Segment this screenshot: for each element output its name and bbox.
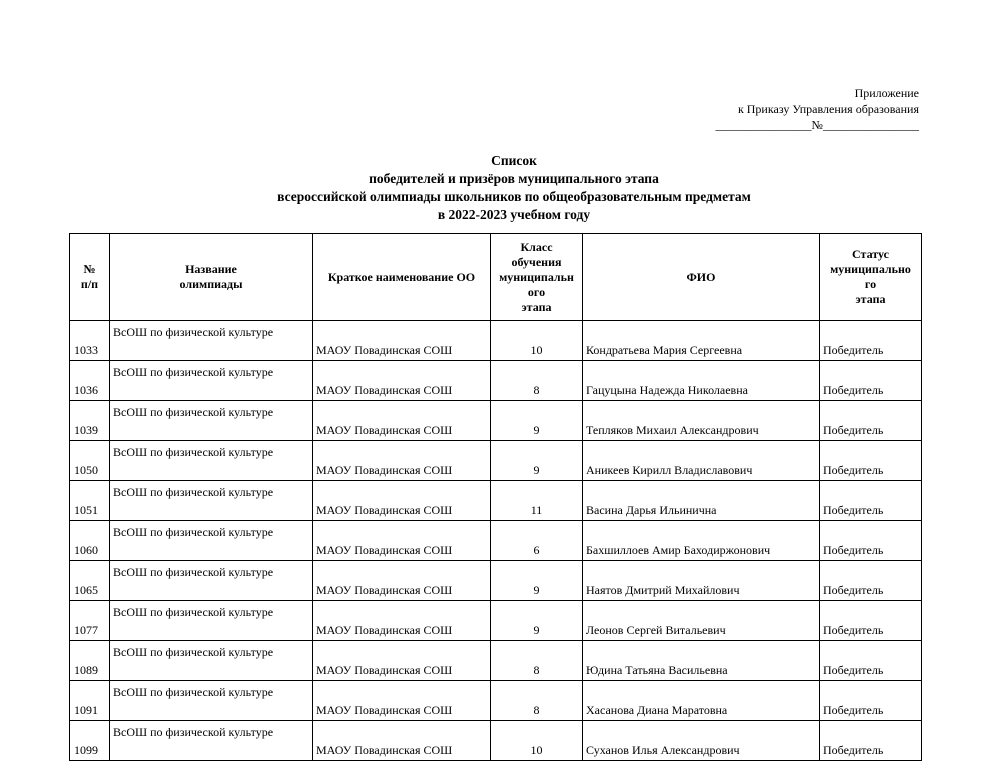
cell-olympiad: ВсОШ по физической культуре: [110, 401, 313, 441]
cell-status: Победитель: [820, 401, 922, 441]
cell-status: Победитель: [820, 641, 922, 681]
cell-name: Кондратьева Мария Сергеевна: [583, 321, 820, 361]
cell-school: МАОУ Повадинская СОШ: [313, 481, 491, 521]
title-line-3: всероссийской олимпиады школьников по общеобразовательным предметам: [277, 189, 751, 204]
table-row: [70, 641, 922, 681]
header-name: [583, 234, 820, 321]
cell-school: МАОУ Повадинская СОШ: [313, 561, 491, 601]
cell-num: 1039: [70, 401, 110, 441]
cell-num: 1036: [70, 361, 110, 401]
cell-status: Победитель: [820, 441, 922, 481]
header-line: Краткое наименование ОО: [327, 269, 476, 284]
cell-school: МАОУ Повадинская СОШ: [313, 721, 491, 761]
cell-olympiad: ВсОШ по физической культуре: [110, 361, 313, 401]
cell-status: Победитель: [820, 681, 922, 721]
cell-grade: 10: [491, 321, 583, 361]
cell-school: МАОУ Повадинская СОШ: [313, 401, 491, 441]
appendix-line-2: к Приказу Управления образования: [737, 102, 919, 116]
cell-grade: 8: [491, 681, 583, 721]
table-row: [70, 441, 922, 481]
table-row: [70, 681, 922, 721]
title-line-4: в 2022-2023 учебном году: [437, 207, 591, 222]
header-line: ого: [527, 284, 546, 299]
cell-school: МАОУ Повадинская СОШ: [313, 641, 491, 681]
table-row: [70, 321, 922, 361]
cell-school: МАОУ Повадинская СОШ: [313, 441, 491, 481]
appendix-block: [716, 85, 919, 133]
cell-num: 1065: [70, 561, 110, 601]
header-line: муниципальн: [499, 269, 574, 284]
cell-num: 1033: [70, 321, 110, 361]
cell-name: Бахшиллоев Амир Баходиржонович: [583, 521, 820, 561]
cell-name: Леонов Сергей Витальевич: [583, 601, 820, 641]
header-olympiad: [110, 234, 313, 321]
cell-grade: 9: [491, 601, 583, 641]
header-line: №: [83, 262, 96, 276]
header-line: Класс: [520, 239, 553, 254]
header-line: этапа: [521, 299, 552, 314]
cell-school: МАОУ Повадинская СОШ: [313, 681, 491, 721]
cell-num: 1089: [70, 641, 110, 681]
header-line: муниципально: [830, 262, 911, 276]
cell-status: Победитель: [820, 721, 922, 761]
cell-name: Аникеев Кирилл Владиславович: [583, 441, 820, 481]
header-line: обучения: [511, 254, 562, 269]
header-line: Название: [185, 262, 237, 276]
cell-school: МАОУ Повадинская СОШ: [313, 321, 491, 361]
cell-name: Васина Дарья Ильинична: [583, 481, 820, 521]
header-line: ФИО: [686, 269, 716, 284]
cell-olympiad: ВсОШ по физической культуре: [110, 721, 313, 761]
appendix-line-1: Приложение: [854, 86, 919, 100]
cell-status: Победитель: [820, 521, 922, 561]
title-line-2: победителей и призёров муниципального этапа: [369, 171, 659, 186]
document-title: [0, 152, 1000, 224]
cell-status: Победитель: [820, 481, 922, 521]
header-line: олимпиады: [179, 277, 243, 291]
cell-num: 1051: [70, 481, 110, 521]
cell-olympiad: ВсОШ по физической культуре: [110, 521, 313, 561]
header-line: этапа: [855, 292, 886, 306]
table-row: [70, 721, 922, 761]
cell-status: Победитель: [820, 561, 922, 601]
header-line: Статус: [852, 247, 889, 261]
cell-num: 1077: [70, 601, 110, 641]
cell-olympiad: ВсОШ по физической культуре: [110, 641, 313, 681]
cell-olympiad: ВсОШ по физической культуре: [110, 441, 313, 481]
cell-olympiad: ВсОШ по физической культуре: [110, 561, 313, 601]
cell-num: 1060: [70, 521, 110, 561]
cell-num: 1099: [70, 721, 110, 761]
cell-olympiad: ВсОШ по физической культуре: [110, 321, 313, 361]
cell-grade: 8: [491, 361, 583, 401]
cell-name: Юдина Татьяна Васильевна: [583, 641, 820, 681]
cell-grade: 9: [491, 561, 583, 601]
cell-olympiad: ВсОШ по физической культуре: [110, 481, 313, 521]
table-row: [70, 481, 922, 521]
table-header-row: [70, 234, 922, 321]
cell-grade: 9: [491, 401, 583, 441]
cell-grade: 10: [491, 721, 583, 761]
cell-num: 1050: [70, 441, 110, 481]
header-num: [70, 234, 110, 321]
header-line: го: [864, 277, 877, 291]
cell-school: МАОУ Повадинская СОШ: [313, 601, 491, 641]
header-line: п/п: [80, 277, 99, 291]
header-status: [820, 234, 922, 321]
header-grade: [491, 234, 583, 321]
cell-grade: 6: [491, 521, 583, 561]
cell-grade: 11: [491, 481, 583, 521]
table-row: [70, 601, 922, 641]
appendix-line-3: ________________№________________: [715, 118, 919, 132]
table-row: [70, 521, 922, 561]
winners-table: [69, 233, 922, 761]
cell-olympiad: ВсОШ по физической культуре: [110, 681, 313, 721]
cell-num: 1091: [70, 681, 110, 721]
table-row: [70, 361, 922, 401]
cell-olympiad: ВсОШ по физической культуре: [110, 601, 313, 641]
cell-status: Победитель: [820, 321, 922, 361]
cell-name: Гацуцына Надежда Николаевна: [583, 361, 820, 401]
cell-name: Наятов Дмитрий Михайлович: [583, 561, 820, 601]
cell-name: Тепляков Михаил Александрович: [583, 401, 820, 441]
cell-grade: 8: [491, 641, 583, 681]
header-school: [313, 234, 491, 321]
cell-school: МАОУ Повадинская СОШ: [313, 361, 491, 401]
table-row: [70, 561, 922, 601]
cell-grade: 9: [491, 441, 583, 481]
cell-school: МАОУ Повадинская СОШ: [313, 521, 491, 561]
cell-status: Победитель: [820, 601, 922, 641]
cell-name: Суханов Илья Александрович: [583, 721, 820, 761]
table-row: [70, 401, 922, 441]
title-line-1: Список: [491, 153, 537, 168]
cell-name: Хасанова Диана Маратовна: [583, 681, 820, 721]
cell-status: Победитель: [820, 361, 922, 401]
